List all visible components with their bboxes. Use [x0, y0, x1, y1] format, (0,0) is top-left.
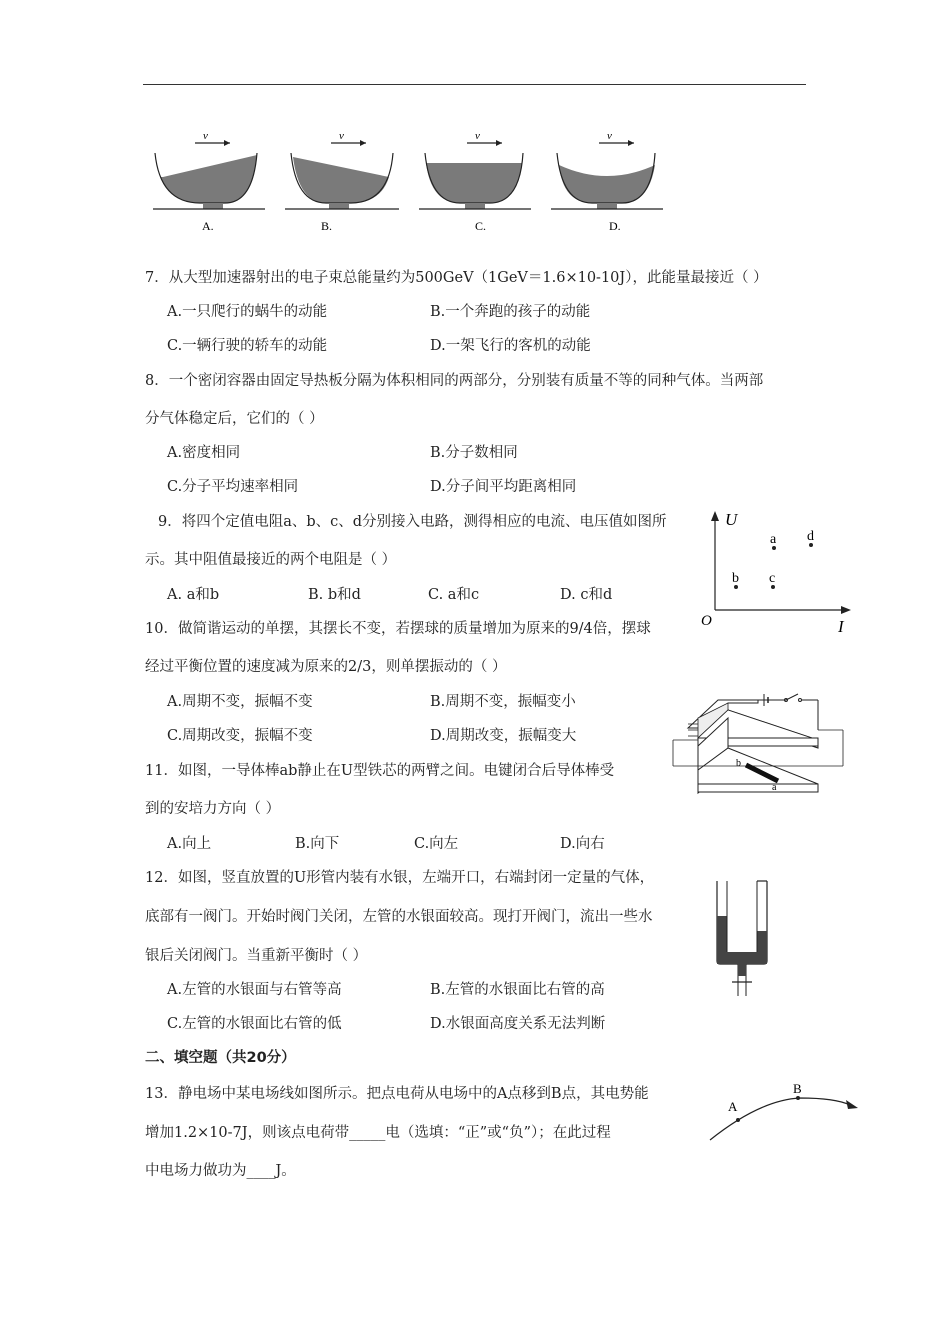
q10-option-d: D.周期改变，振幅变大: [430, 728, 577, 744]
bowl-b: [285, 130, 399, 233]
q12-stem-line1: 12．如图，竖直放置的U形管内装有水银，左端开口，右端封闭一定量的气体，: [145, 870, 655, 886]
q13-stem-line3: 中电场力做功为____J。: [145, 1163, 296, 1179]
bowls-figure: [145, 125, 670, 240]
bowl-d: [551, 130, 663, 233]
point-d-label: d: [807, 529, 814, 544]
bowl-label-b: B.: [321, 219, 333, 233]
q9-stem-line1: 9．将四个定值电阻a、b、c、d分别接入电路，测得相应的电流、电压值如图所: [158, 514, 667, 530]
u-tube-figure: [712, 876, 782, 1006]
q8-stem-line1: 8．一个密闭容器由固定导热板分隔为体积相同的两部分，分别装有质量不等的同种气体。当两部: [145, 373, 764, 389]
q11-option-c: C.向左: [414, 836, 459, 852]
q7-stem: 7．从大型加速器射出的电子束总能量约为500GeV（1GeV＝1.6×10-10J），此能量最接近（ ）: [145, 270, 768, 286]
point-b-label: b: [732, 571, 739, 586]
point-a-label: a: [770, 532, 777, 547]
bowl-a: [153, 130, 265, 233]
q7-option-b: B.一个奔跑的孩子的动能: [430, 304, 591, 320]
q12-option-b: B.左管的水银面比右管的高: [430, 982, 605, 998]
point-c-label: c: [769, 571, 776, 586]
q10-stem-line1: 10．做简谐运动的单摆，其摆长不变，若摆球的质量增加为原来的9/4倍，摆球: [145, 621, 651, 637]
section-2-title: 二、填空题（共20分）: [145, 1050, 296, 1066]
q11-option-d: D.向右: [560, 836, 605, 852]
ui-graph-figure: [695, 505, 860, 635]
velocity-label-d: v: [607, 130, 612, 142]
bowl-label-d: D.: [609, 219, 621, 233]
q9-stem-line2: 示。其中阻值最接近的两个电阻是（ ）: [145, 552, 397, 568]
q9-option-a: A. a和b: [167, 587, 220, 603]
rod-end-a-label: a: [772, 782, 777, 793]
q13-stem-line1: 13．静电场中某电场线如图所示。把点电荷从电场中的A点移到B点，其电势能: [145, 1086, 649, 1102]
bowl-c: [419, 130, 531, 233]
graph-y-axis-label: U: [725, 510, 738, 529]
q13-stem-line2: 增加1.2×10-7J，则该点电荷带_____电（选填：“正”或“负”）；在此过程: [145, 1125, 611, 1141]
graph-origin-label: O: [701, 613, 712, 629]
point-a-marker: [736, 1118, 740, 1122]
q10-option-a: A.周期不变，振幅不变: [167, 694, 313, 710]
q11-stem-line1: 11．如图，一导体棒ab静止在U型铁芯的两臂之间。电键闭合后导体棒受: [145, 763, 615, 779]
rod-end-b-label: b: [736, 758, 741, 769]
q7-option-c: C.一辆行驶的轿车的动能: [167, 338, 328, 354]
q10-option-b: B.周期不变，振幅变小: [430, 694, 576, 710]
q8-stem-line2: 分气体稳定后，它们的（ ）: [145, 411, 324, 427]
q12-stem-line3: 银后关闭阀门。当重新平衡时（ ）: [145, 948, 368, 964]
q7-option-d: D.一架飞行的客机的动能: [430, 338, 591, 354]
q10-option-c: C.周期改变，振幅不变: [167, 728, 313, 744]
graph-x-axis-label: I: [838, 617, 844, 635]
q8-option-d: D.分子间平均距离相同: [430, 479, 577, 495]
header-rule: [143, 84, 806, 85]
point-a-field-label: A: [728, 1099, 738, 1114]
velocity-label-c: v: [475, 130, 480, 142]
q8-option-b: B.分子数相同: [430, 445, 518, 461]
q12-stem-line2: 底部有一阀门。开始时阀门关闭，左管的水银面较高。现打开阀门，流出一些水: [145, 909, 653, 925]
q12-option-a: A.左管的水银面与右管等高: [167, 982, 342, 998]
q11-stem-line2: 到的安培力方向（ ）: [145, 801, 281, 817]
q8-option-c: C.分子平均速率相同: [167, 479, 299, 495]
q9-option-c: C. a和c: [428, 587, 480, 603]
point-b-field-label: B: [793, 1081, 802, 1096]
bowl-label-a: A.: [202, 219, 214, 233]
velocity-label-a: v: [203, 130, 208, 142]
velocity-label-b: v: [339, 130, 344, 142]
q10-stem-line2: 经过平衡位置的速度减为原来的2/3，则单摆振动的（ ）: [145, 659, 507, 675]
field-line-figure: [700, 1078, 865, 1148]
q12-option-c: C.左管的水银面比右管的低: [167, 1016, 342, 1032]
q12-option-d: D.水银面高度关系无法判断: [430, 1016, 606, 1032]
q7-option-a: A.一只爬行的蜗牛的动能: [167, 304, 328, 320]
q9-option-d: D. c和d: [560, 587, 613, 603]
bowl-label-c: C.: [475, 219, 487, 233]
q11-option-a: A.向上: [167, 836, 212, 852]
q8-option-a: A.密度相同: [167, 445, 241, 461]
u-core-figure: [668, 688, 848, 803]
point-b-marker: [796, 1096, 800, 1100]
q9-option-b: B. b和d: [308, 587, 361, 603]
q11-option-b: B.向下: [295, 836, 340, 852]
